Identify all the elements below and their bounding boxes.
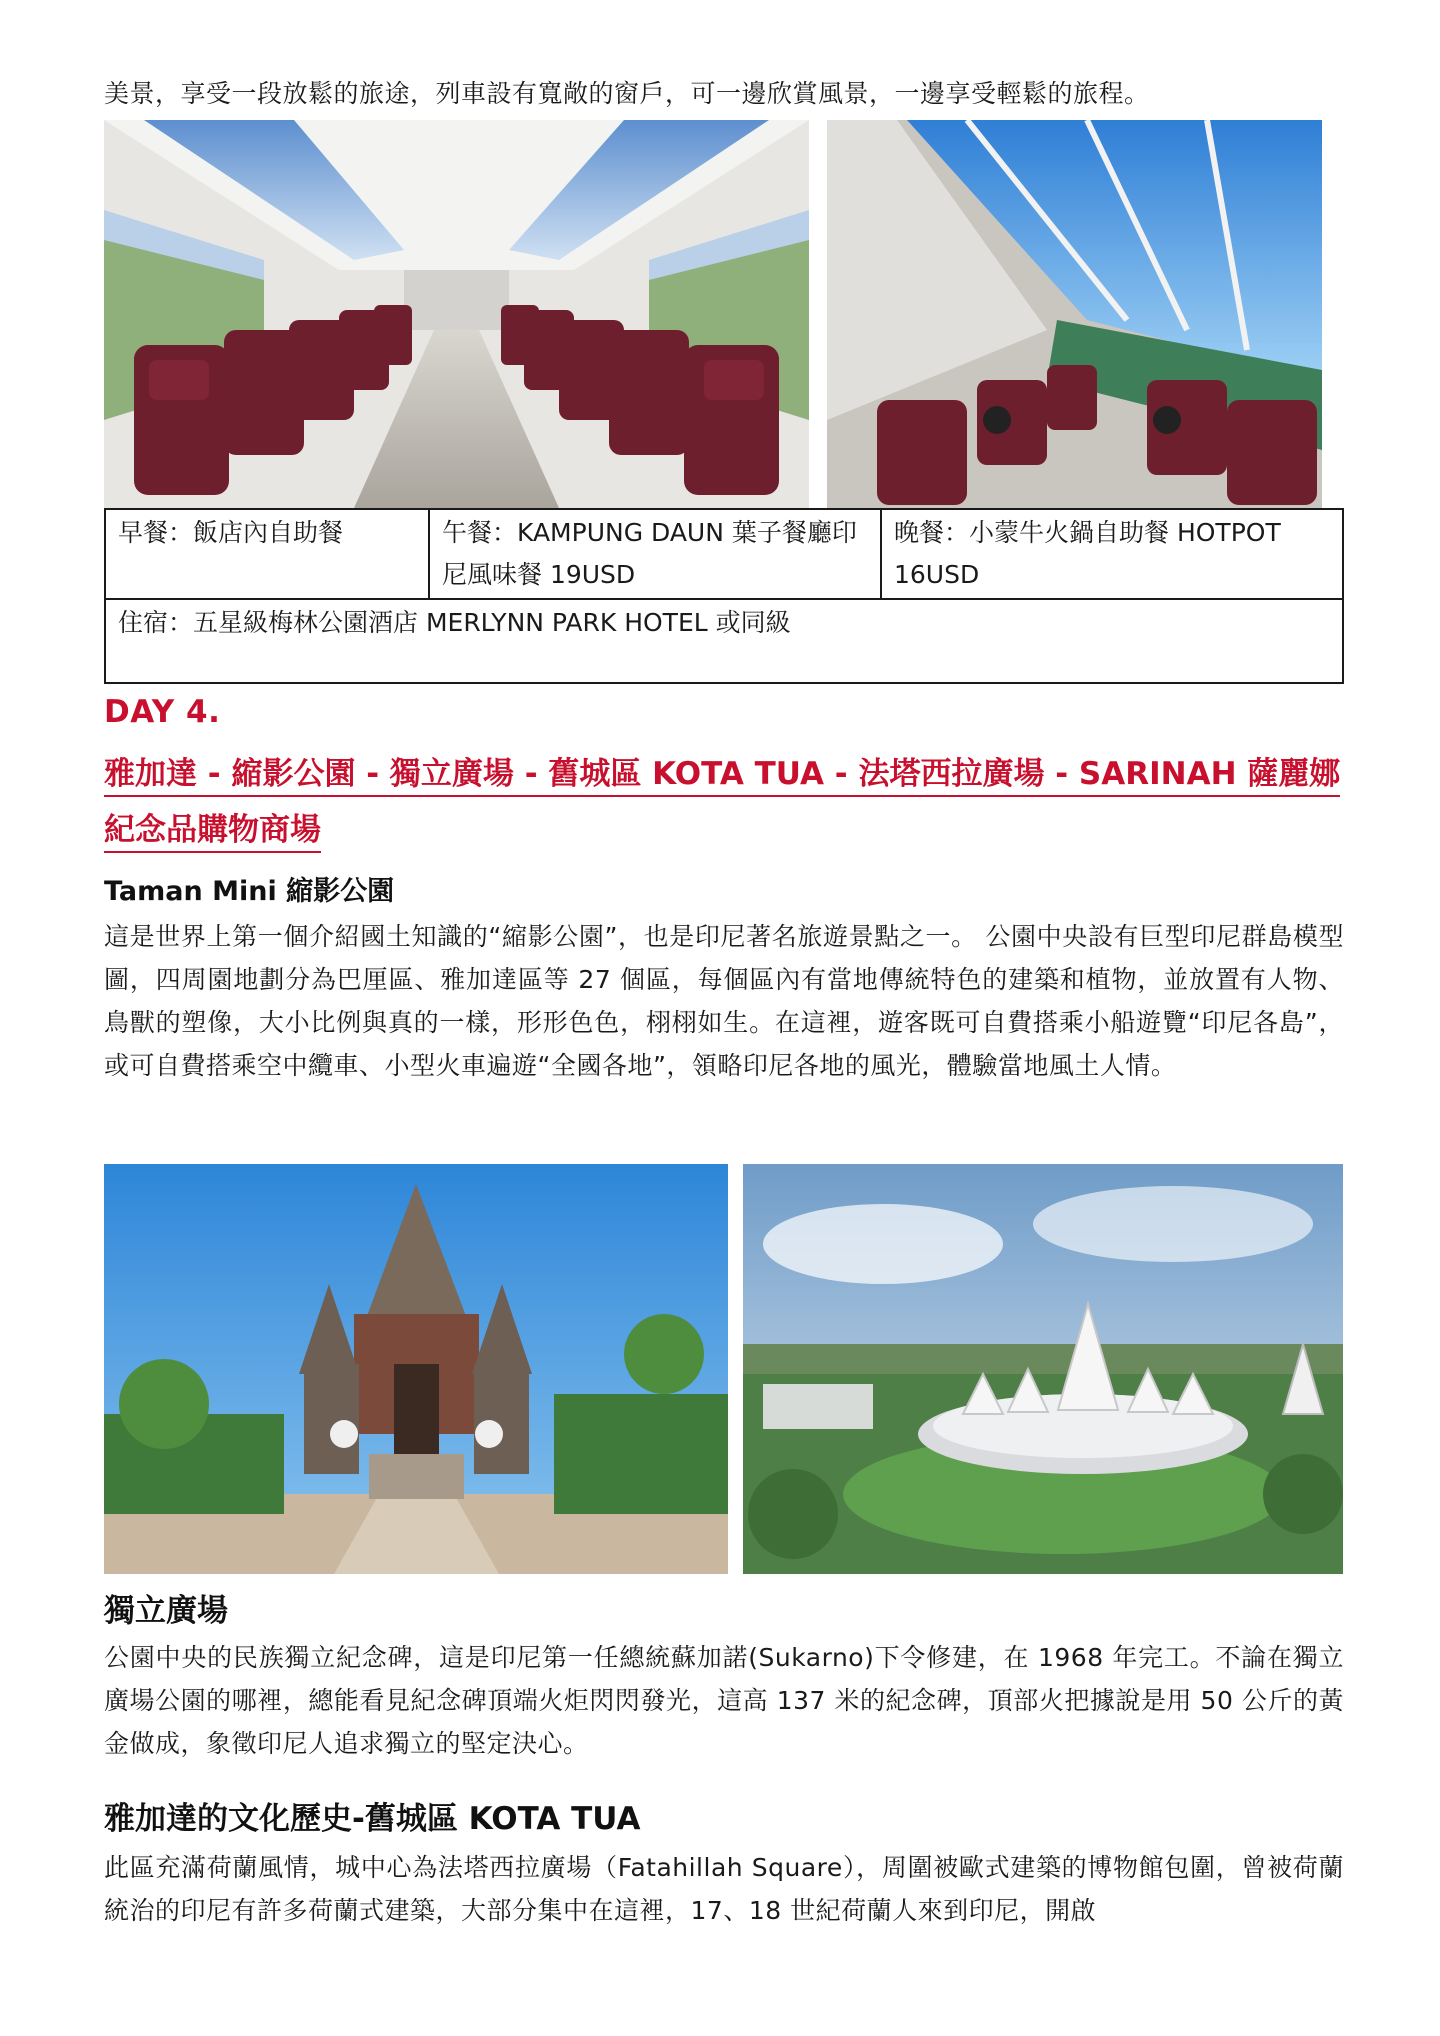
bali-temple-photo: [104, 1164, 728, 1574]
accommodation-cell: 住宿：五星級梅林公園酒店 MERLYNN PARK HOTEL 或同級: [105, 599, 1343, 683]
meals-table: [104, 508, 1344, 684]
day-label: DAY 4.: [104, 694, 221, 730]
section-title-merdeka: 獨立廣場: [104, 1593, 228, 1629]
route-text: 雅加達 - 縮影公園 - 獨立廣場 - 舊城區 KOTA TUA - 法塔西拉廣場 - SARINAH 薩麗娜紀念品購物商場: [104, 756, 1340, 853]
section-body-merdeka: 公園中央的民族獨立紀念碑，這是印尼第一任總統蘇加諾(Sukarno)下令修建，在 1968 年完工。不論在獨立廣場公園的哪裡，總能看見紀念碑頂端火炬閃閃發光，這高 137 米的紀念碑，頂部火把據說是用 50 公斤的黃金做成，象徵印尼人追求獨立的堅定決心。: [104, 1643, 1344, 1758]
taman-mini-aerial-photo: [743, 1164, 1343, 1574]
lunch-cell: 午餐：KAMPUNG DAUN 葉子餐廳印尼風味餐 19USD: [429, 509, 881, 599]
section-body-taman-mini: 這是世界上第一個介紹國土知識的“縮影公園”，也是印尼著名旅遊景點之一。 公園中央設有巨型印尼群島模型圖，四周園地劃分為巴厘區、雅加達區等 27 個區，每個區內有當地傳統特色的建築和植物，並放置有人物、鳥獸的塑像，大小比例與真的一樣，形形色色，栩栩如生。在這裡，遊客既可自費搭乘小船遊覽“印尼各島”，或可自費搭乘空中纜車、小型火車遍遊“全國各地”，領略印尼各地的風光，體驗當地風土人情。: [104, 922, 1344, 1080]
day-route: [104, 746, 1344, 858]
section-body-kota-tua: 此區充滿荷蘭風情，城中心為法塔西拉廣場（Fatahillah Square），周圍被歐式建築的博物館包圍，曾被荷蘭統治的印尼有許多荷蘭式建築，大部分集中在這裡，17、18 世紀荷蘭人來到印尼，開啟: [104, 1853, 1344, 1925]
section-title-taman-mini: Taman Mini 縮影公園: [104, 876, 395, 907]
panoramic-train-photo: [827, 120, 1322, 508]
section-title-kota-tua: 雅加達的文化歷史-舊城區 KOTA TUA: [104, 1801, 641, 1837]
breakfast-cell: 早餐：飯店內自助餐: [105, 509, 429, 599]
dinner-cell: 晚餐：小蒙牛火鍋自助餐 HOTPOT 16USD: [881, 509, 1343, 599]
train-interior-photo: [104, 120, 809, 508]
intro-paragraph: 美景，享受一段放鬆的旅途，列車設有寬敞的窗戶，可一邊欣賞風景，一邊享受輕鬆的旅程。: [104, 79, 1150, 108]
